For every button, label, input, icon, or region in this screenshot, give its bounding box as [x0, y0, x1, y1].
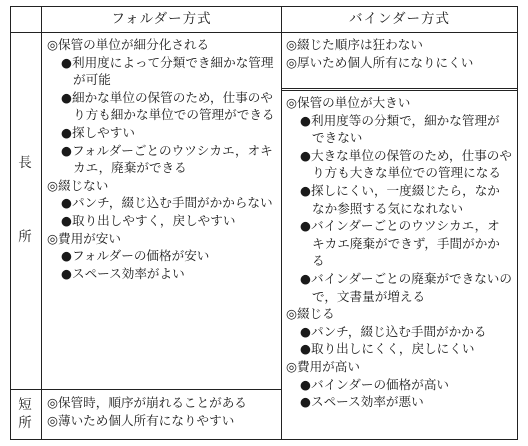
- bullet-item: ●大きな単位の保管のため，仕事のやり方も大きな単位での管理になる: [300, 147, 512, 181]
- bullet-item: ●スペース効率が悪い: [300, 394, 424, 410]
- folder-pros-list: [47, 36, 275, 282]
- bullet-item: ●パンチ，綴じ込む手間がかかる: [300, 323, 487, 339]
- section-heading: ◎保管の単位が大きい: [286, 95, 411, 110]
- section-heading: ◎保管の単位が細分化される: [47, 37, 210, 52]
- section-heading: ◎費用が高い: [286, 358, 360, 374]
- section-heading: ◎費用が安い: [47, 230, 121, 246]
- pros-label-char-2: 所: [18, 229, 32, 245]
- bullet-item: ●取り出しやすく，戻しやすい: [61, 212, 236, 228]
- bullet-item: ●探しやすい: [61, 124, 135, 140]
- bullet-item: ●利用度等の分類で，細かな管理ができない: [300, 112, 500, 146]
- bullet-item: ●利用度によって分類でき細かな管理が可能: [61, 54, 274, 88]
- bullet-item: ●スペース効率がよい: [61, 265, 185, 281]
- section-heading: ◎厚いため個人所有になりにくい: [286, 54, 474, 70]
- row-header-divider: [41, 6, 42, 439]
- binder-cons-list: [286, 94, 512, 411]
- bullet-item: ●取り出しにくく，戻しにくい: [300, 341, 475, 357]
- binder-column-header: バインダー方式: [349, 11, 450, 27]
- cons-label-char-2: 所: [18, 415, 32, 431]
- pros-row-label: [10, 154, 40, 246]
- binder-pros-list: [286, 36, 512, 71]
- section-heading: ◎薄いため個人所有になりやすい: [47, 412, 235, 428]
- bullet-item: ●バインダーごとの廃棄ができないので，文書量が増える: [300, 270, 512, 304]
- section-heading: ◎綴じる: [286, 306, 335, 322]
- cons-row-label: [10, 396, 40, 432]
- folder-column-header: フォルダー方式: [111, 11, 212, 27]
- header-divider: [10, 32, 517, 33]
- bullet-item: ●細かな単位の保管のため，仕事のやり方も細かな単位での管理ができる: [61, 89, 275, 123]
- bullet-item: ●バインダーごとのウツシカエ，オキカエ廃棄ができず，手間がかかる: [300, 218, 500, 269]
- section-heading: ◎綴じない: [47, 177, 109, 193]
- section-heading: ◎綴じた順序は狂わない: [286, 37, 423, 52]
- cons-label-char-1: 短: [18, 397, 32, 413]
- folder-cons-list: [47, 394, 279, 429]
- bullet-item: ●パンチ，綴じ込む手間がかからない: [61, 195, 273, 211]
- section-heading: ◎保管時，順序が崩れることがある: [47, 395, 247, 410]
- comparison-table: [10, 6, 518, 440]
- binder-pros-cons-divider: [282, 88, 517, 91]
- bullet-item: ●フォルダーの価格が安い: [61, 248, 210, 264]
- column-divider: [281, 6, 282, 439]
- bullet-item: ●探しにくい，一度綴じたら，なかなか参照する気になれない: [300, 182, 500, 216]
- pros-label-char-1: 長: [18, 155, 32, 171]
- folder-pros-cons-divider: [10, 389, 282, 390]
- bullet-item: ●フォルダーごとのウツシカエ，オキカエ，廃棄ができる: [61, 142, 273, 176]
- bullet-item: ●バインダーの価格が高い: [300, 376, 450, 392]
